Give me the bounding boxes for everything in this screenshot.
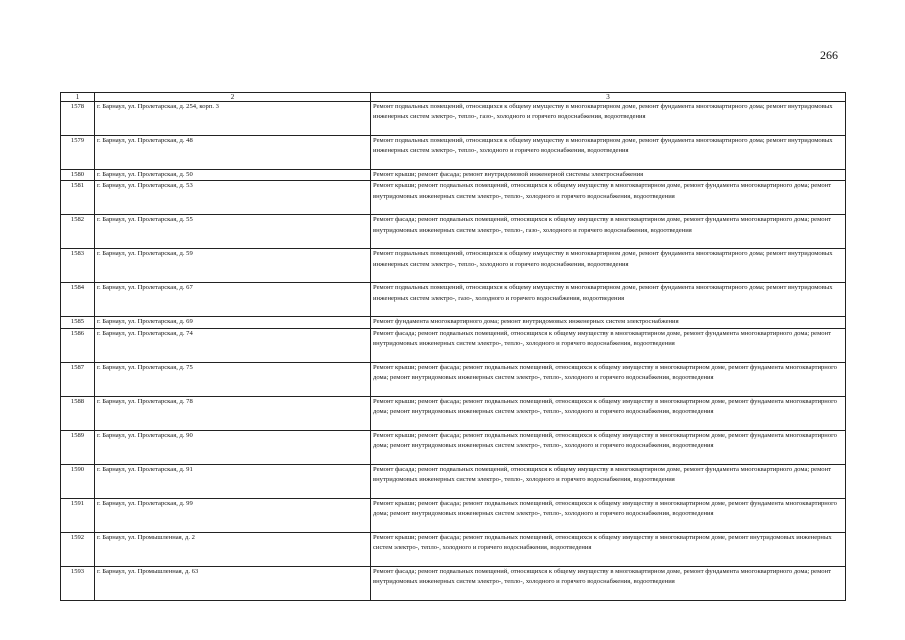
row-works: Ремонт крыши; ремонт фасада; ремонт подвальных помещений, относящихся к общему имуществу в многоквартирном доме, ремонт фундамента многоквартирного дома; ремонт внутридомовых инженерных систем электро-, тепло-, холодного и горячего водоснабжения, водоотведения (371, 430, 846, 464)
row-number: 1582 (61, 215, 95, 249)
row-number: 1592 (61, 532, 95, 566)
table-row (61, 396, 846, 430)
row-works: Ремонт подвальных помещений, относящихся к общему имуществу в многоквартирном доме, ремонт фундамента многоквартирного дома; ремонт внутридомовых инженерных систем электро-, тепло-, холодного и горячего водоснабжения, водоотведения (371, 136, 846, 170)
row-works: Ремонт фундамента многоквартирного дома; ремонт внутридомовых инженерных систем электроснабжения (371, 317, 846, 328)
row-works: Ремонт фасада; ремонт подвальных помещений, относящихся к общему имуществу в многоквартирном доме, ремонт фундамента многоквартирного дома; ремонт внутридомовых инженерных систем электро-, тепло-, холодного и горячего водоснабжения, водоотведения (371, 328, 846, 362)
table-header-row (61, 93, 846, 102)
row-works: Ремонт подвальных помещений, относящихся к общему имуществу в многоквартирном доме, ремонт фундамента многоквартирного дома; ремонт внутридомовых инженерных систем электро-, тепло-, газо-, холодного и горячего водоснабжения, водоотведения (371, 102, 846, 136)
table-row (61, 136, 846, 170)
row-address: г. Барнаул, ул. Пролетарская, д. 53 (95, 181, 371, 215)
row-number: 1590 (61, 464, 95, 498)
header-col-2: 2 (95, 93, 371, 102)
row-address: г. Барнаул, ул. Пролетарская, д. 75 (95, 362, 371, 396)
row-address: г. Барнаул, ул. Промышленная, д. 63 (95, 566, 371, 600)
row-number: 1593 (61, 566, 95, 600)
houses-repair-table (60, 92, 846, 601)
table-row (61, 498, 846, 532)
row-number: 1579 (61, 136, 95, 170)
table-row (61, 249, 846, 283)
row-number: 1583 (61, 249, 95, 283)
header-col-3: 3 (371, 93, 846, 102)
row-works: Ремонт крыши; ремонт фасада; ремонт подвальных помещений, относящихся к общему имуществу в многоквартирном доме, ремонт внутридомовых инженерных систем электро-, тепло-, холодного и горячего водоснабжения, водоотведения (371, 532, 846, 566)
row-address: г. Барнаул, ул. Пролетарская, д. 254, корп. 3 (95, 102, 371, 136)
row-number: 1586 (61, 328, 95, 362)
row-works: Ремонт крыши; ремонт подвальных помещений, относящихся к общему имуществу в многоквартирном доме, ремонт фундамента многоквартирного дома; ремонт внутридомовых инженерных систем электро-, тепло-, холодного и горячего водоснабжения, водоотведения (371, 181, 846, 215)
row-address: г. Барнаул, ул. Пролетарская, д. 74 (95, 328, 371, 362)
row-number: 1578 (61, 102, 95, 136)
row-works: Ремонт фасада; ремонт подвальных помещений, относящихся к общему имуществу в многоквартирном доме, ремонт фундамента многоквартирного дома; ремонт внутридомовых инженерных систем электро-, тепло-, холодного и горячего водоснабжения, водоотведения (371, 464, 846, 498)
table-row (61, 532, 846, 566)
row-number: 1581 (61, 181, 95, 215)
row-works: Ремонт крыши; ремонт фасада; ремонт подвальных помещений, относящихся к общему имуществу в многоквартирном доме, ремонт фундамента многоквартирного дома; ремонт внутридомовых инженерных систем электро-, тепло-, холодного и горячего водоснабжения, водоотведения (371, 362, 846, 396)
row-number: 1591 (61, 498, 95, 532)
row-number: 1589 (61, 430, 95, 464)
table-row (61, 170, 846, 181)
table-row (61, 181, 846, 215)
table-row (61, 102, 846, 136)
row-works: Ремонт подвальных помещений, относящихся к общему имуществу в многоквартирном доме, ремонт фундамента многоквартирного дома; ремонт внутридомовых инженерных систем электро-, газо-, холодного и горячего водоснабжения, водоотведения (371, 283, 846, 317)
row-address: г. Барнаул, ул. Пролетарская, д. 90 (95, 430, 371, 464)
page-number: 266 (820, 48, 838, 62)
table-row (61, 283, 846, 317)
row-address: г. Барнаул, ул. Промышленная, д. 2 (95, 532, 371, 566)
row-address: г. Барнаул, ул. Пролетарская, д. 50 (95, 170, 371, 181)
row-number: 1587 (61, 362, 95, 396)
row-works: Ремонт фасада; ремонт подвальных помещений, относящихся к общему имуществу в многоквартирном доме, ремонт фундамента многоквартирного дома; ремонт внутридомовых инженерных систем электро-, тепло-, холодного и горячего водоснабжения, водоотведения (371, 566, 846, 600)
table-row (61, 464, 846, 498)
table-row (61, 430, 846, 464)
row-number: 1584 (61, 283, 95, 317)
row-works: Ремонт подвальных помещений, относящихся к общему имуществу в многоквартирном доме, ремонт фундамента многоквартирного дома; ремонт внутридомовых инженерных систем электро-, тепло-, холодного и горячего водоснабжения, водоотведения (371, 249, 846, 283)
row-address: г. Барнаул, ул. Пролетарская, д. 48 (95, 136, 371, 170)
row-address: г. Барнаул, ул. Пролетарская, д. 67 (95, 283, 371, 317)
table-row (61, 362, 846, 396)
row-works: Ремонт крыши; ремонт фасада; ремонт внутридомовой инженерной системы электроснабжения (371, 170, 846, 181)
row-works: Ремонт крыши; ремонт фасада; ремонт подвальных помещений, относящихся к общему имуществу в многоквартирном доме, ремонт фундамента многоквартирного дома; ремонт внутридомовых инженерных систем электро-, тепло-, холодного и горячего водоснабжения, водоотведения (371, 396, 846, 430)
row-address: г. Барнаул, ул. Пролетарская, д. 99 (95, 498, 371, 532)
table-row (61, 215, 846, 249)
row-address: г. Барнаул, ул. Пролетарская, д. 55 (95, 215, 371, 249)
table-row (61, 317, 846, 328)
row-number: 1588 (61, 396, 95, 430)
table-row (61, 328, 846, 362)
row-works: Ремонт фасада; ремонт подвальных помещений, относящихся к общему имуществу в многоквартирном доме, ремонт фундамента многоквартирного дома; ремонт внутридомовых инженерных систем электро-, тепло-, газо-, холодного и горячего водоснабжения, водоотведения (371, 215, 846, 249)
table-row (61, 566, 846, 600)
row-works: Ремонт крыши; ремонт фасада; ремонт подвальных помещений, относящихся к общему имуществу в многоквартирном доме, ремонт фундамента многоквартирного дома; ремонт внутридомовых инженерных систем электро-, тепло-, холодного и горячего водоснабжения, водоотведения (371, 498, 846, 532)
row-number: 1585 (61, 317, 95, 328)
row-address: г. Барнаул, ул. Пролетарская, д. 78 (95, 396, 371, 430)
row-address: г. Барнаул, ул. Пролетарская, д. 59 (95, 249, 371, 283)
row-address: г. Барнаул, ул. Пролетарская, д. 69 (95, 317, 371, 328)
header-col-1: 1 (61, 93, 95, 102)
row-address: г. Барнаул, ул. Пролетарская, д. 91 (95, 464, 371, 498)
row-number: 1580 (61, 170, 95, 181)
